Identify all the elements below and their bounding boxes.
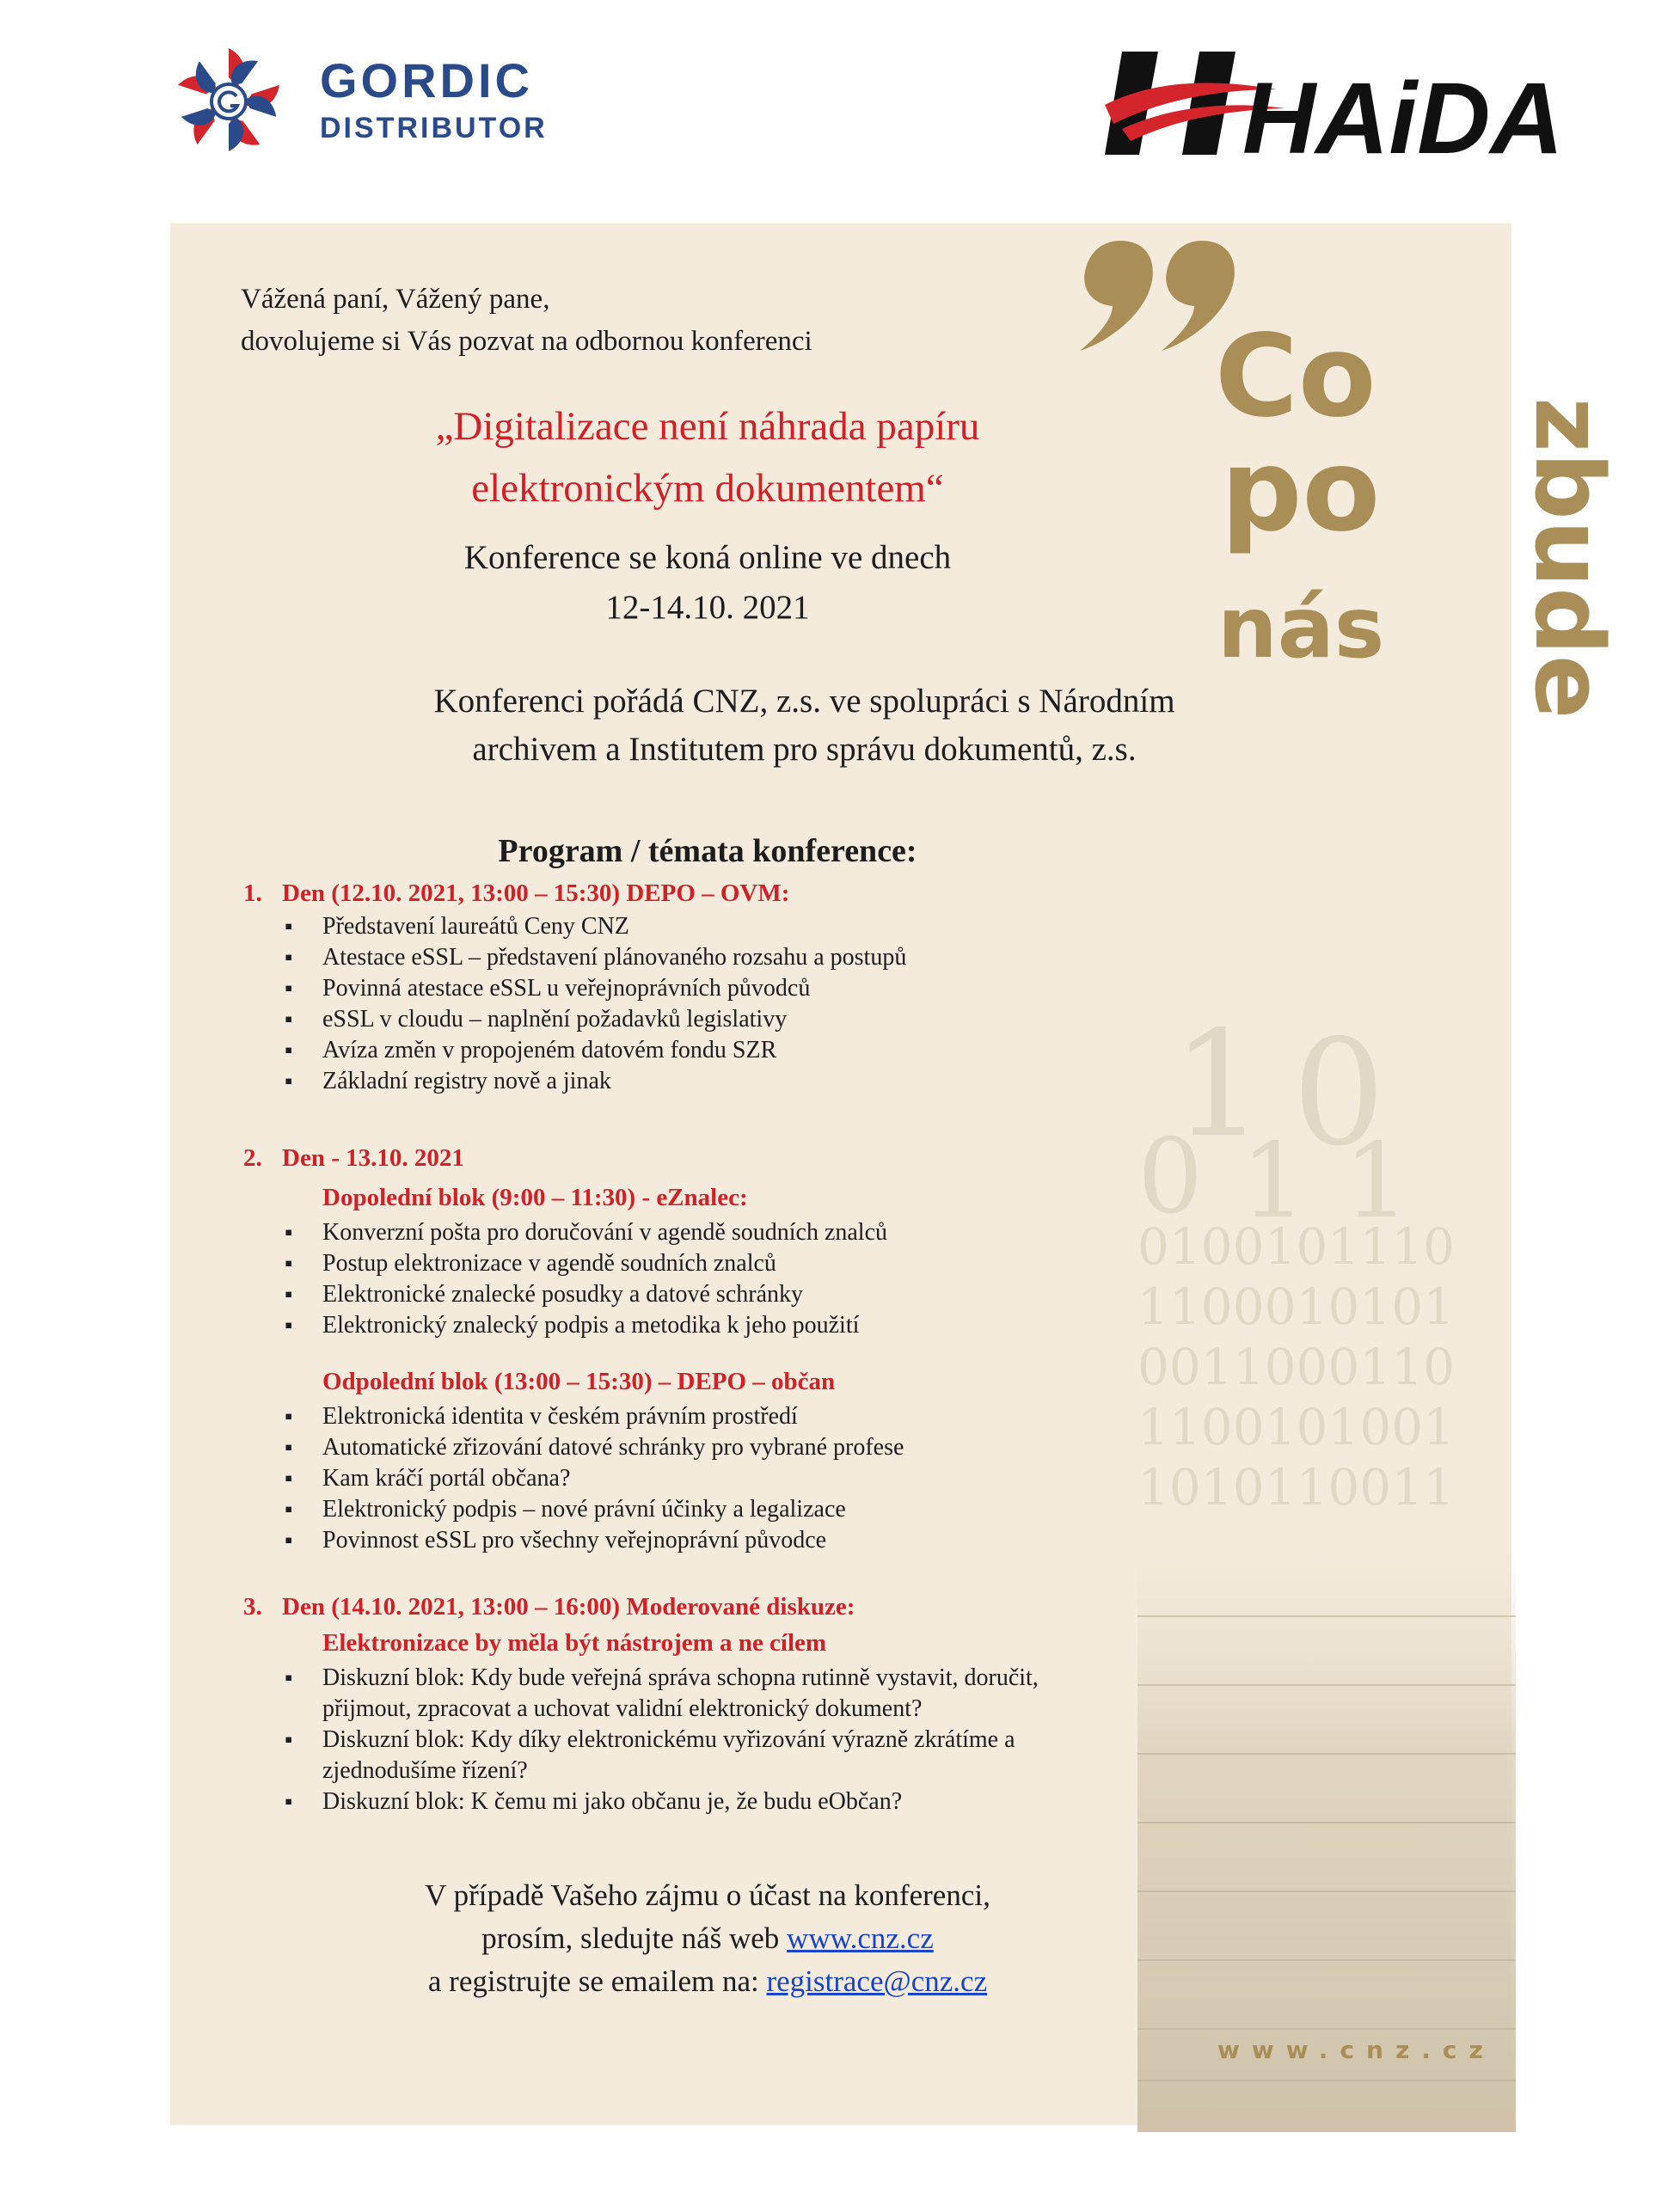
- site-watermark: www.cnz.cz: [1217, 2036, 1495, 2064]
- day2-number: 2.: [243, 1144, 262, 1172]
- list-item: ▪ Postup elektronizace v agendě soudních znalců: [322, 1248, 887, 1279]
- day2-afternoon-heading: Odpolední blok (13:00 – 15:30) – DEPO – občan: [322, 1368, 836, 1395]
- email-link[interactable]: registrace@cnz.cz: [766, 1964, 988, 1998]
- organizer-line: archivem a Institutem pro správu dokumentů, z.s.: [472, 731, 1137, 768]
- svg-text:0: 0: [1137, 1118, 1204, 1237]
- gordic-wordmark: [320, 53, 548, 144]
- list-item: ▪ Konverzní pošta pro doručování v agendě soudních znalců: [322, 1217, 887, 1248]
- svg-text:1: 1: [1344, 1122, 1410, 1241]
- svg-text:1100101001: 1100101001: [1137, 1398, 1456, 1456]
- greeting-line: Vážená paní, Vážený pane,: [241, 284, 550, 315]
- footer-line: [170, 1917, 1245, 1960]
- info-line: 12-14.10. 2021: [605, 589, 810, 626]
- footer-line: [170, 1960, 1245, 2003]
- footer-line-prefix: prosím, sledujte náš web: [481, 1921, 788, 1955]
- svg-text:1100010101: 1100010101: [1137, 1278, 1456, 1336]
- slogan-co: Co: [1215, 310, 1376, 443]
- svg-text:0: 0: [1292, 1008, 1386, 1179]
- svg-text:0100101110: 0100101110: [1137, 1217, 1456, 1276]
- conference-dates: [170, 533, 1245, 633]
- svg-text:1010110011: 1010110011: [1137, 1458, 1456, 1517]
- program-heading: Program / témata konference:: [498, 833, 917, 869]
- slogan-zbude: zbude: [1514, 397, 1624, 720]
- svg-text:1: 1: [1241, 1122, 1307, 1241]
- list-item: ▪ Představení laureátů Ceny CNZ: [322, 911, 906, 942]
- slogan-nas: nás: [1217, 579, 1385, 677]
- list-item: ▪ eSSL v cloudu – naplnění požadavků legislativy: [322, 1004, 906, 1035]
- conference-title: [170, 395, 1245, 519]
- day3-topics: [322, 1663, 1113, 1817]
- registration-text: [170, 1874, 1245, 2003]
- web-link[interactable]: www.cnz.cz: [787, 1921, 934, 1955]
- day3-number: 3.: [243, 1593, 262, 1621]
- list-item: ▪ Základní registry nově a jinak: [322, 1066, 906, 1097]
- day2-afternoon-topics: [322, 1401, 904, 1556]
- title-line: „Digitalizace není náhrada papíru: [435, 404, 980, 449]
- day1-heading: [243, 877, 790, 910]
- svg-text:0011000110: 0011000110: [1137, 1338, 1456, 1396]
- list-item: ▪ Elektronický podpis – nové právní účinky a legalizace: [322, 1494, 904, 1525]
- list-item: ▪ Povinnost eSSL pro všechny veřejnoprávní původce: [322, 1525, 904, 1556]
- gordic-title: GORDIC: [320, 53, 533, 107]
- day2-title: Den - 13.10. 2021: [282, 1144, 464, 1172]
- info-line: Konference se koná online ve dnech: [463, 539, 952, 576]
- footer-line-prefix: a registrujte se emailem na:: [427, 1964, 767, 1998]
- gordic-subtitle: DISTRIBUTOR: [320, 112, 548, 144]
- list-item: ▪ Diskuzní blok: Kdy díky elektronickému vyřizování výrazně zkrátíme a zjednodušíme řízení?: [322, 1725, 1113, 1786]
- list-item: ▪ Diskuzní blok: K čemu mi jako občanu je, že budu eObčan?: [322, 1786, 1113, 1817]
- list-item: ▪ Automatické zřizování datové schránky pro vybrané profese: [322, 1432, 904, 1463]
- day3-title: Den (14.10. 2021, 13:00 – 16:00) Moderované diskuze:: [282, 1593, 855, 1621]
- greeting-line: dovolujeme si Vás pozvat na odbornou konferenci: [241, 326, 812, 357]
- list-item: ▪ Kam kráčí portál občana?: [322, 1463, 904, 1494]
- day2-morning-heading: Dopolední blok (9:00 – 11:30) - eZnalec:: [322, 1184, 748, 1211]
- day2-heading: [243, 1142, 464, 1174]
- title-line: elektronickým dokumentem“: [471, 466, 944, 511]
- day2-morning-topics: [322, 1217, 887, 1341]
- organizer-line: Konferenci pořádá CNZ, z.s. ve spolupráci s Národním: [433, 683, 1175, 720]
- footer-line: V případě Vašeho zájmu o účast na konferenci,: [425, 1878, 990, 1912]
- invitation-card: [170, 224, 1624, 2125]
- haida-wordmark: HAiDA: [1242, 62, 1564, 175]
- list-item: ▪ Elektronický znalecký podpis a metodika k jeho použití: [322, 1310, 887, 1341]
- day3-subheading: Elektronizace by měla být nástrojem a ne cílem: [322, 1629, 827, 1657]
- day1-topics: [322, 911, 906, 1097]
- list-item: ▪ Atestace eSSL – představení plánovaného rozsahu a postupů: [322, 942, 906, 973]
- day1-number: 1.: [243, 879, 262, 907]
- gordic-star-icon: [172, 45, 285, 158]
- gordic-distributor-logo: [172, 45, 585, 156]
- slogan-po: po: [1221, 425, 1381, 557]
- list-item: ▪ Elektronická identita v českém právním prostředí: [322, 1401, 904, 1432]
- svg-text:1: 1: [1172, 1000, 1266, 1170]
- haida-logo: [1105, 45, 1564, 175]
- organizer-text: [170, 677, 1438, 774]
- day1-title: Den (12.10. 2021, 13:00 – 15:30) DEPO – OVM:: [282, 879, 790, 907]
- list-item: ▪ Diskuzní blok: Kdy bude veřejná správa schopna rutinně vystavit, doručit, přijmout, zpracovat a uchovat validní elektronický dokument?: [322, 1663, 1113, 1725]
- day3-heading: [243, 1590, 855, 1623]
- list-item: ▪ Avíza změn v propojeném datovém fondu SZR: [322, 1035, 906, 1066]
- greeting: [241, 279, 812, 363]
- list-item: ▪ Povinná atestace eSSL u veřejnoprávních původců: [322, 973, 906, 1004]
- list-item: ▪ Elektronické znalecké posudky a datové schránky: [322, 1279, 887, 1310]
